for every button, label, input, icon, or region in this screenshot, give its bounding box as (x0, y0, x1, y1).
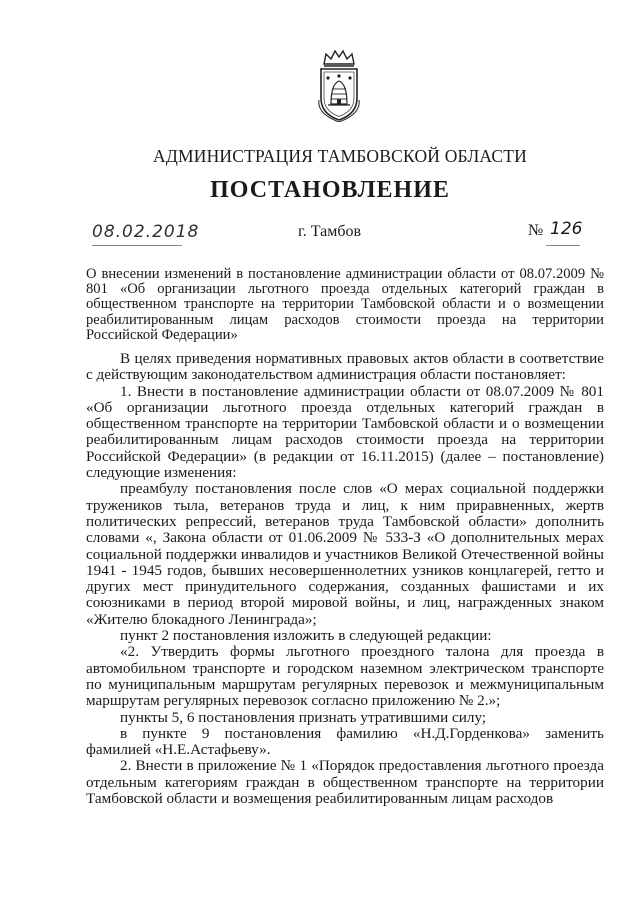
date-underline (92, 245, 182, 246)
document-body (86, 351, 604, 807)
document-city: г. Тамбов (298, 223, 362, 240)
paragraph-item-2: 2. Внести в приложение № 1 «Порядок предоставления льготного проезда отдельным категориям граждан в общественном транспорте на территории Тамбовской области и возмещения реабилитированным лицам расходов (86, 757, 604, 808)
number-underline (546, 245, 580, 246)
paragraph-points-5-6: пункты 5, 6 постановления признать утратившими силу; (120, 708, 487, 726)
document-subject: О внесении изменений в постановление администрации области от 08.07.2009 № 801 «Об организации льготного проезда отдельных категорий граждан в общественном транспорте на территории Тамбовской области и о возмещении реабилитированным лицам расходов стоимости проезда на территории Российской Федерации» (86, 266, 604, 343)
paragraph-preamble: В целях приведения нормативных правовых актов области в соответствие с действующим законодательством администрация области постановляет: (86, 350, 604, 384)
document-type-title: ПОСТАНОВЛЕНИЕ (210, 177, 450, 203)
paragraph-point-2-text: «2. Утвердить формы льготного проездного талона для проезда в автомобильном транспорте и городском наземном электрическом транспорте по муниципальным маршрутам регулярных перевозок и межмуниципальным маршрутам регулярных перевозок согласно приложению № 2.»; (86, 643, 604, 710)
number-sign: № (528, 222, 544, 239)
paragraph-item-1: 1. Внести в постановление администрации области от 08.07.2009 № 801 «Об организации льготного проезда отдельных категорий граждан в общественном транспорте на территории Тамбовской области и о возмещении реабилитированным лицам расходов стоимости проезда на территории Российской Федерации» (в редакции от 16.11.2015) (далее – постановление) следующие изменения: (86, 382, 604, 482)
coat-of-arms-icon (314, 48, 364, 122)
paragraph-point-9: в пункте 9 постановления фамилию «Н.Д.Горденкова» заменить фамилией «Н.Е.Астафьеву». (86, 724, 604, 759)
paragraph-preamble-change: преамбулу постановления после слов «О мерах социальной поддержки тружеников тыла, ветеранов труда и лиц, к ним приравненных, жертв политических репрессий, ветеранов труда Тамбовской области» дополнить словами «, Закона области от 01.06.2009 № 533-З «О дополнительных мерах социальной поддержки инвалидов и участников Великой Отечественной войны 1941 - 1945 годов, бывших несовершеннолетних узников концлагерей, гетто и других мест принудительного содержания, созданных фашистами и их союзниками в период второй мировой войны, и лиц, награжденных знаком «Жителю блокадного Ленинграда»; (86, 480, 604, 628)
organization-name: АДМИНИСТРАЦИЯ ТАМБОВСКОЙ ОБЛАСТИ (153, 146, 527, 166)
document-number: 126 (550, 219, 583, 239)
document-date: 08.02.2018 (92, 222, 200, 242)
paragraph-point-2-intro: пункт 2 постановления изложить в следующей редакции: (120, 627, 492, 645)
